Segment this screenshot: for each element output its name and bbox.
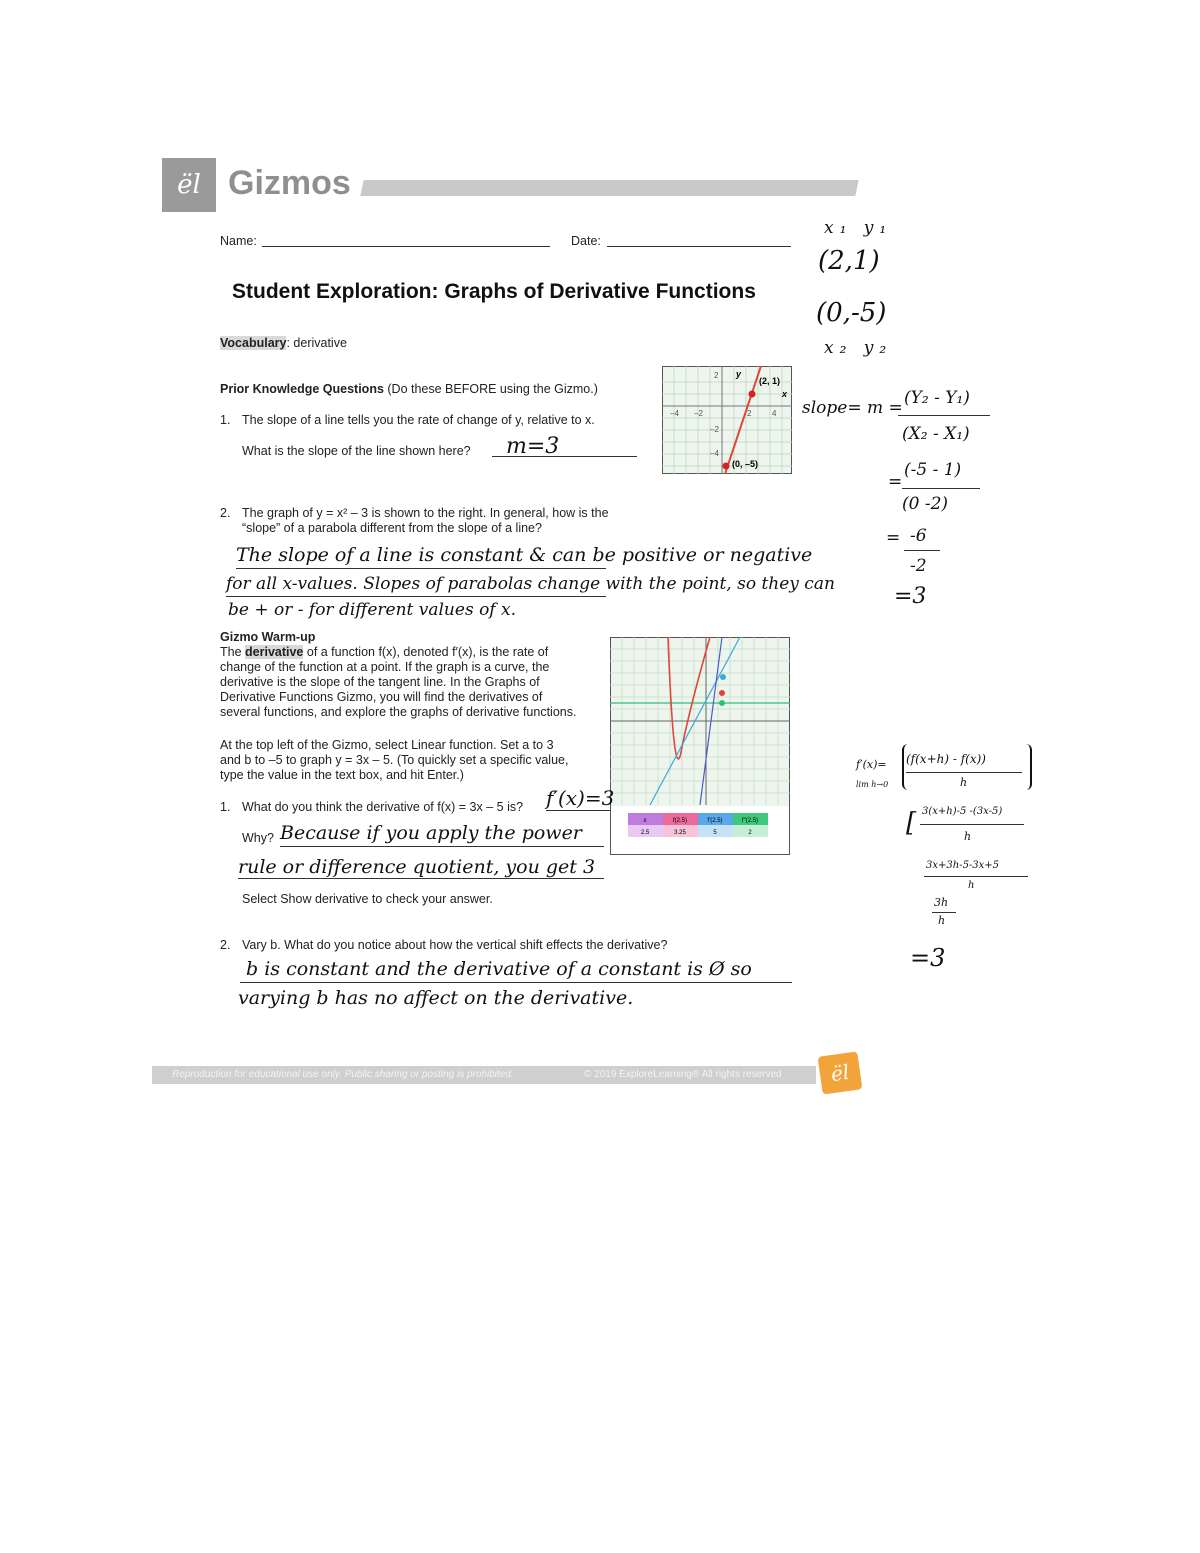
prior-heading-title: Prior Knowledge Questions bbox=[220, 382, 384, 396]
table-header-text: f″(2.5) bbox=[741, 818, 759, 824]
fprime-label: f′(x)= bbox=[856, 758, 887, 771]
equals-sign: = bbox=[886, 528, 901, 548]
table-header-text: f(2.5) bbox=[672, 818, 688, 824]
margin-labels-bottom: x₂ y₂ bbox=[824, 338, 893, 358]
tick-label: 4 bbox=[772, 409, 777, 418]
warmup-q2-answer-1: b is constant and the derivative of a constant is Ø so bbox=[246, 958, 752, 980]
line-graph bbox=[662, 366, 792, 474]
table-value-text: 3.25 bbox=[674, 830, 686, 836]
answer-underline bbox=[236, 568, 606, 569]
fraction-bar bbox=[906, 772, 1022, 773]
prior-q2-number: 2. bbox=[220, 506, 231, 520]
prior-heading-note: (Do these BEFORE using the Gizmo.) bbox=[383, 382, 598, 396]
limit-numerator: (f(x+h) - f(x)) bbox=[906, 752, 986, 766]
warmup-q1-answer: f′(x)=3 bbox=[546, 786, 615, 810]
step-numerator: (-5 - 1) bbox=[904, 460, 962, 480]
step3-denominator: h bbox=[968, 880, 975, 891]
tick-label: –4 bbox=[710, 449, 719, 458]
warmup-q2-text: Vary b. What do you notice about how the vertical shift effects the derivative? bbox=[242, 938, 668, 952]
step-numerator: -6 bbox=[910, 526, 927, 546]
prior-q1-text: The slope of a line tells you the rate of change of y, relative to x. bbox=[242, 413, 595, 427]
warmup-p1-line4: Derivative Functions Gizmo, you will find the derivatives of bbox=[220, 690, 543, 704]
footer-disclaimer: Reproduction for educational use only. Public sharing or posting is prohibited. bbox=[172, 1069, 514, 1080]
page-title: Student Exploration: Graphs of Derivative Functions bbox=[232, 280, 756, 303]
margin-point-2: (0,-5) bbox=[816, 298, 887, 328]
warmup-p1-line2: change of the function at a point. If the graph is a curve, the bbox=[220, 660, 550, 674]
vocabulary-label: Vocabulary bbox=[220, 336, 287, 350]
step4-numerator: 3h bbox=[934, 896, 949, 909]
warmup-p1-line5: several functions, and explore the graphs of derivative functions. bbox=[220, 705, 577, 719]
fraction-bar bbox=[902, 488, 980, 489]
table-header-text: f′(2.5) bbox=[707, 818, 723, 824]
prior-heading bbox=[220, 382, 598, 397]
prior-q2-answer-2: for all x-values. Slopes of parabolas change with the point, so they can bbox=[226, 574, 835, 594]
fraction-bar bbox=[932, 912, 956, 913]
table-header-text: x bbox=[643, 818, 647, 824]
tangent-point bbox=[720, 674, 726, 680]
warmup-heading: Gizmo Warm-up bbox=[220, 630, 316, 644]
point-b-label: (0, –5) bbox=[732, 459, 759, 469]
answer-underline bbox=[240, 982, 792, 983]
y-axis-label: y bbox=[736, 369, 742, 379]
tick-label: –2 bbox=[694, 409, 703, 418]
tick-label: 2 bbox=[747, 409, 752, 418]
header-bar bbox=[360, 180, 858, 196]
date-label: Date: bbox=[571, 234, 601, 248]
name-label: Name: bbox=[220, 234, 257, 248]
prior-q1-answer: m=3 bbox=[506, 434, 560, 459]
limit-label: lim h→0 bbox=[856, 780, 889, 789]
warmup-paragraph-1 bbox=[220, 645, 610, 720]
warmup-q1-text: What do you think the derivative of f(x) = 3x – 5 is? bbox=[242, 800, 524, 814]
equals-sign: = bbox=[888, 472, 903, 492]
explorelearning-logo: ël bbox=[818, 1051, 863, 1094]
x-axis-label: x bbox=[782, 389, 788, 399]
slope-label: slope= m = bbox=[802, 398, 903, 418]
table-value-text: 2.5 bbox=[640, 830, 650, 836]
gizmo-graph bbox=[610, 637, 790, 855]
fraction-bar bbox=[920, 824, 1024, 825]
why-answer-2: rule or difference quotient, you get 3 bbox=[238, 856, 596, 878]
why-label: Why? bbox=[242, 831, 274, 845]
slope-denominator: (X₂ - X₁) bbox=[902, 424, 970, 444]
check-instruction: Select Show derivative to check your answer. bbox=[242, 892, 493, 906]
slope-numerator: (Y₂ - Y₁) bbox=[904, 388, 970, 408]
warmup-paragraph-2 bbox=[220, 738, 610, 783]
fraction-bar bbox=[924, 876, 1028, 877]
prior-q1-number: 1. bbox=[220, 413, 231, 427]
prior-q2-line2: “slope” of a parabola different from the slope of a line? bbox=[242, 521, 542, 535]
margin-point-1: (2,1) bbox=[818, 246, 880, 276]
answer-underline bbox=[546, 810, 610, 811]
limit-result: =3 bbox=[910, 944, 946, 972]
step3-numerator: 3x+3h-5-3x+5 bbox=[926, 860, 1000, 871]
answer-underline bbox=[226, 596, 606, 597]
vocabulary bbox=[220, 336, 347, 351]
date-field[interactable] bbox=[607, 246, 791, 247]
margin-labels-top: x₁ y₁ bbox=[824, 218, 893, 238]
point-a-label: (2, 1) bbox=[759, 376, 781, 386]
step-denominator: (0 -2) bbox=[902, 494, 949, 514]
answer-underline bbox=[280, 846, 604, 847]
derivative-term: derivative bbox=[245, 645, 304, 659]
step4-denominator: h bbox=[938, 914, 946, 927]
vocabulary-value: : derivative bbox=[286, 336, 347, 350]
slope-result: =3 bbox=[894, 584, 927, 609]
derivative-point bbox=[719, 700, 725, 706]
table-value-text: 5 bbox=[713, 830, 717, 836]
tick-label: 2 bbox=[714, 371, 719, 380]
why-answer-1: Because if you apply the power bbox=[280, 822, 582, 844]
warmup-p2-line3: type the value in the text box, and hit Enter.) bbox=[220, 768, 464, 782]
step2-denominator: h bbox=[964, 830, 972, 843]
function-point bbox=[719, 690, 725, 696]
line-graph-point-b bbox=[723, 463, 730, 470]
fraction-bar bbox=[904, 550, 940, 551]
warmup-p2-line2: and b to –5 to graph y = 3x – 5. (To quickly set a specific value, bbox=[220, 753, 569, 767]
footer-copyright: © 2019 ExploreLearning® All rights reserved bbox=[584, 1069, 782, 1080]
line-graph-point-a bbox=[749, 391, 756, 398]
warmup-p2-line1: At the top left of the Gizmo, select Linear function. Set a to 3 bbox=[220, 738, 554, 752]
answer-underline bbox=[238, 878, 604, 879]
prior-q2-line1: The graph of y = x² – 3 is shown to the right. In general, how is the bbox=[242, 506, 609, 520]
tick-label: –4 bbox=[670, 409, 679, 418]
prior-q2-answer-1: The slope of a line is constant & can be positive or negative bbox=[236, 544, 813, 566]
limit-denominator: h bbox=[960, 776, 968, 789]
step2-numerator: 3(x+h)-5 -(3x-5) bbox=[922, 806, 1003, 817]
gizmos-logo: ël bbox=[162, 158, 216, 212]
prior-q1-prompt: What is the slope of the line shown here? bbox=[242, 444, 471, 458]
name-field[interactable] bbox=[262, 246, 550, 247]
open-bracket: [ bbox=[906, 808, 917, 838]
warmup-q2-answer-2: varying b has no affect on the derivative. bbox=[238, 987, 634, 1009]
prior-q2-answer-3: be + or - for different values of x. bbox=[228, 600, 516, 620]
tick-label: –2 bbox=[710, 425, 719, 434]
brand-name: Gizmos bbox=[228, 164, 351, 202]
fraction-bar bbox=[898, 415, 990, 416]
warmup-p1-line3: derivative is the slope of the tangent line. In the Graphs of bbox=[220, 675, 540, 689]
warmup-q1-number: 1. bbox=[220, 800, 231, 814]
step-denominator: -2 bbox=[910, 556, 927, 576]
warmup-q2-number: 2. bbox=[220, 938, 231, 952]
warmup-p1-line1: The derivative of a function f(x), denoted f′(x), is the rate of bbox=[220, 645, 549, 659]
table-value-text: 2 bbox=[748, 830, 752, 836]
